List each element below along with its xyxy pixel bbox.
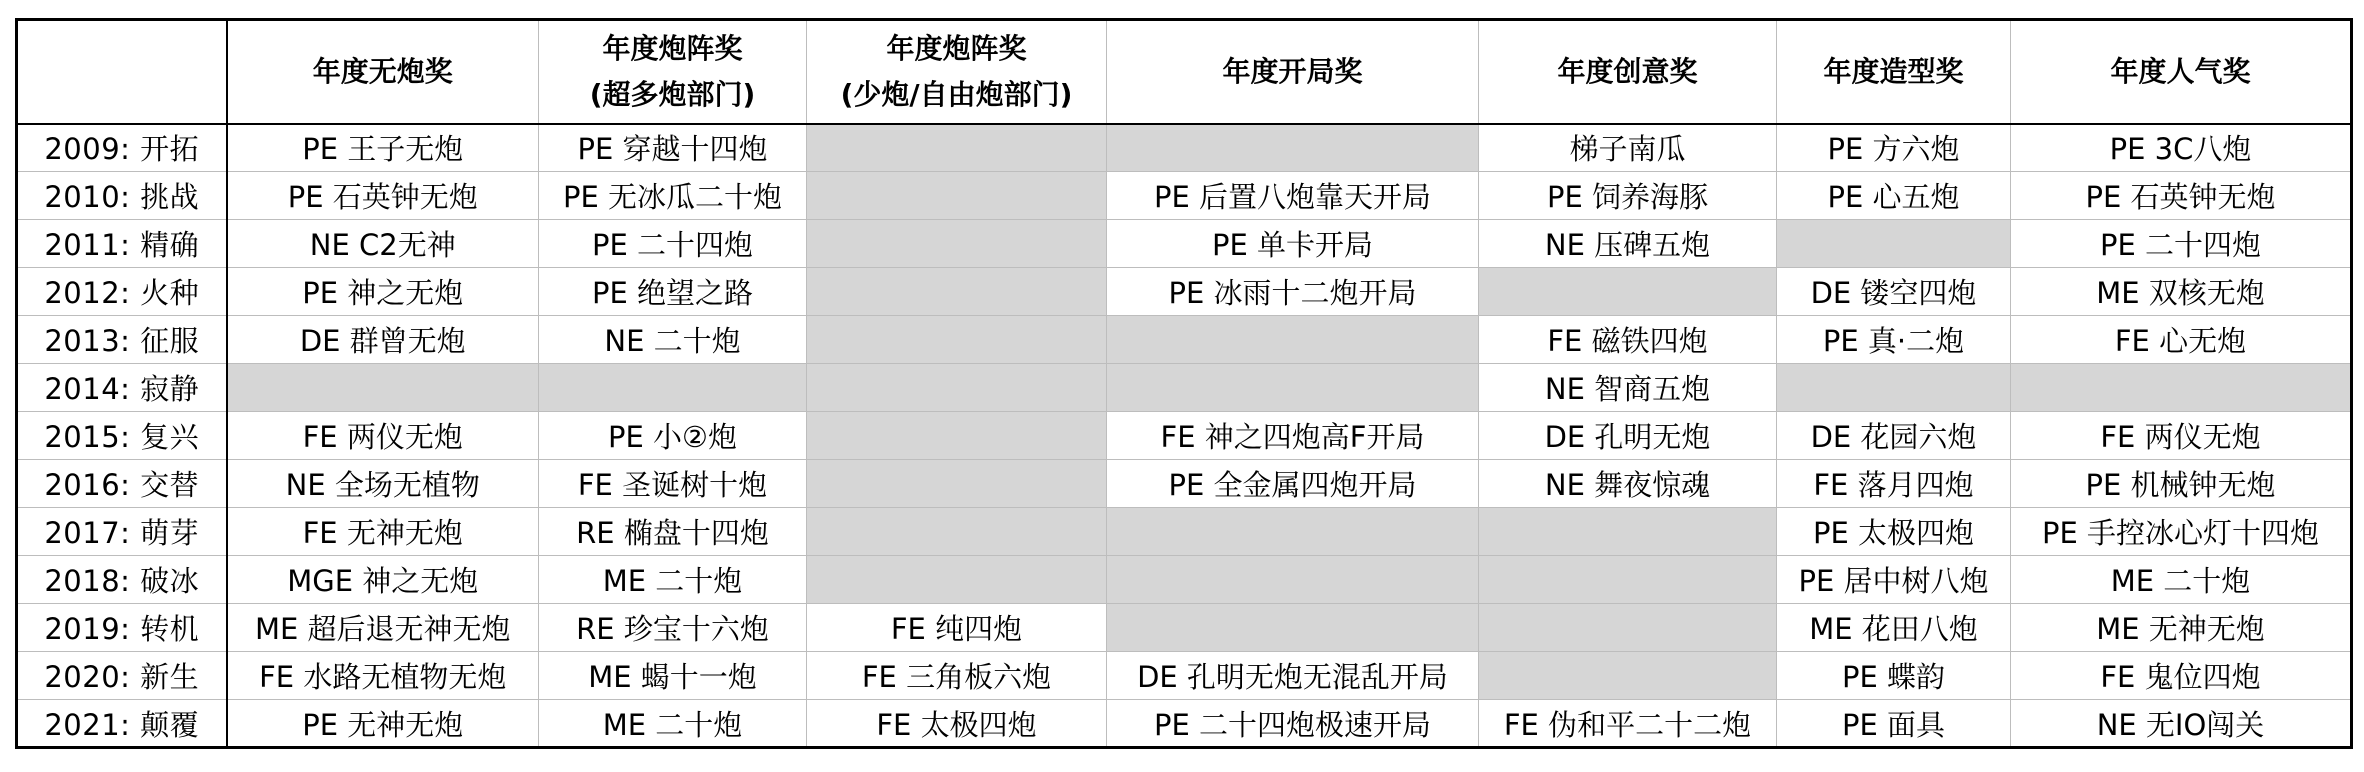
award-cell: ME 双核无炮 bbox=[2011, 268, 2352, 316]
award-cell: PE 蝶韵 bbox=[1777, 652, 2011, 700]
award-cell: PE 太极四炮 bbox=[1777, 508, 2011, 556]
award-cell: FE 伪和平二十二炮 bbox=[1479, 700, 1777, 748]
award-cell: PE 心五炮 bbox=[1777, 172, 2011, 220]
award-cell: NE 全场无植物 bbox=[227, 460, 539, 508]
table-row bbox=[17, 316, 2352, 364]
award-cell: PE 面具 bbox=[1777, 700, 2011, 748]
year-cell: 2014: 寂静 bbox=[17, 364, 227, 412]
award-cell: FE 水路无植物无炮 bbox=[227, 652, 539, 700]
table-row bbox=[17, 124, 2352, 172]
award-cell: PE 居中树八炮 bbox=[1777, 556, 2011, 604]
award-cell: FE 太极四炮 bbox=[807, 700, 1107, 748]
award-cell: FE 两仪无炮 bbox=[2011, 412, 2352, 460]
award-cell: PE 真·二炮 bbox=[1777, 316, 2011, 364]
empty-cell bbox=[807, 412, 1107, 460]
header-cell bbox=[2011, 20, 2352, 124]
header-cell bbox=[1479, 20, 1777, 124]
award-cell: PE 冰雨十二炮开局 bbox=[1107, 268, 1479, 316]
award-cell: ME 超后退无神无炮 bbox=[227, 604, 539, 652]
empty-cell bbox=[539, 364, 807, 412]
table-row bbox=[17, 604, 2352, 652]
award-cell: FE 无神无炮 bbox=[227, 508, 539, 556]
table-row bbox=[17, 556, 2352, 604]
empty-cell bbox=[807, 508, 1107, 556]
empty-cell bbox=[1777, 364, 2011, 412]
award-cell: ME 花田八炮 bbox=[1777, 604, 2011, 652]
empty-cell bbox=[1107, 508, 1479, 556]
year-cell: 2017: 萌芽 bbox=[17, 508, 227, 556]
header-line: 年度炮阵奖 bbox=[886, 31, 1027, 65]
header-line: (超多炮部门) bbox=[589, 77, 756, 111]
table-row bbox=[17, 172, 2352, 220]
award-cell: PE 石英钟无炮 bbox=[2011, 172, 2352, 220]
year-cell: 2011: 精确 bbox=[17, 220, 227, 268]
empty-cell bbox=[1777, 220, 2011, 268]
award-cell: FE 心无炮 bbox=[2011, 316, 2352, 364]
year-cell: 2015: 复兴 bbox=[17, 412, 227, 460]
award-cell: NE 压碑五炮 bbox=[1479, 220, 1777, 268]
award-cell: RE 椭盘十四炮 bbox=[539, 508, 807, 556]
corner-cell bbox=[17, 20, 227, 124]
empty-cell bbox=[2011, 364, 2352, 412]
award-cell: FE 圣诞树十炮 bbox=[539, 460, 807, 508]
award-cell: NE 舞夜惊魂 bbox=[1479, 460, 1777, 508]
empty-cell bbox=[807, 124, 1107, 172]
empty-cell bbox=[807, 268, 1107, 316]
award-cell: PE 石英钟无炮 bbox=[227, 172, 539, 220]
year-cell: 2013: 征服 bbox=[17, 316, 227, 364]
empty-cell bbox=[1479, 268, 1777, 316]
award-cell: DE 镂空四炮 bbox=[1777, 268, 2011, 316]
award-cell: PE 绝望之路 bbox=[539, 268, 807, 316]
header-row bbox=[17, 20, 2352, 124]
header-line: (少炮/自由炮部门) bbox=[840, 77, 1073, 111]
header-cell bbox=[227, 20, 539, 124]
header-line: 年度无炮奖 bbox=[312, 54, 453, 88]
award-cell: DE 孔明无炮 bbox=[1479, 412, 1777, 460]
year-cell: 2009: 开拓 bbox=[17, 124, 227, 172]
header-line: 年度造型奖 bbox=[1823, 54, 1964, 88]
award-cell: PE 方六炮 bbox=[1777, 124, 2011, 172]
header-line: 年度开局奖 bbox=[1222, 54, 1363, 88]
header-line: 年度人气奖 bbox=[2110, 54, 2251, 88]
year-cell: 2012: 火种 bbox=[17, 268, 227, 316]
award-cell: FE 两仪无炮 bbox=[227, 412, 539, 460]
award-cell: PE 3C八炮 bbox=[2011, 124, 2352, 172]
award-cell: PE 饲养海豚 bbox=[1479, 172, 1777, 220]
award-cell: DE 群曾无炮 bbox=[227, 316, 539, 364]
header-line: 年度创意奖 bbox=[1557, 54, 1698, 88]
award-cell: PE 二十四炮 bbox=[2011, 220, 2352, 268]
empty-cell bbox=[1107, 124, 1479, 172]
empty-cell bbox=[1107, 316, 1479, 364]
empty-cell bbox=[807, 460, 1107, 508]
award-cell: 梯子南瓜 bbox=[1479, 124, 1777, 172]
table-row bbox=[17, 508, 2352, 556]
empty-cell bbox=[1107, 556, 1479, 604]
award-cell: PE 无神无炮 bbox=[227, 700, 539, 748]
year-cell: 2016: 交替 bbox=[17, 460, 227, 508]
award-cell: PE 二十四炮 bbox=[539, 220, 807, 268]
year-cell: 2018: 破冰 bbox=[17, 556, 227, 604]
award-cell: DE 花园六炮 bbox=[1777, 412, 2011, 460]
award-cell: PE 二十四炮极速开局 bbox=[1107, 700, 1479, 748]
table-row bbox=[17, 220, 2352, 268]
award-cell: NE 智商五炮 bbox=[1479, 364, 1777, 412]
award-cell: FE 神之四炮高F开局 bbox=[1107, 412, 1479, 460]
table-row bbox=[17, 364, 2352, 412]
award-cell: PE 小②炮 bbox=[539, 412, 807, 460]
award-cell: ME 二十炮 bbox=[539, 700, 807, 748]
award-cell: PE 神之无炮 bbox=[227, 268, 539, 316]
empty-cell bbox=[227, 364, 539, 412]
table-row bbox=[17, 268, 2352, 316]
table-body bbox=[17, 124, 2352, 748]
year-cell: 2019: 转机 bbox=[17, 604, 227, 652]
award-cell: FE 鬼位四炮 bbox=[2011, 652, 2352, 700]
year-cell: 2010: 挑战 bbox=[17, 172, 227, 220]
award-cell: NE 无IO闯关 bbox=[2011, 700, 2352, 748]
empty-cell bbox=[807, 556, 1107, 604]
table-row bbox=[17, 460, 2352, 508]
header-line: 年度炮阵奖 bbox=[602, 31, 743, 65]
empty-cell bbox=[807, 364, 1107, 412]
award-cell: MGE 神之无炮 bbox=[227, 556, 539, 604]
empty-cell bbox=[1479, 604, 1777, 652]
award-cell: PE 穿越十四炮 bbox=[539, 124, 807, 172]
empty-cell bbox=[1479, 652, 1777, 700]
award-cell: PE 单卡开局 bbox=[1107, 220, 1479, 268]
table-row bbox=[17, 652, 2352, 700]
award-cell: PE 全金属四炮开局 bbox=[1107, 460, 1479, 508]
award-cell: FE 纯四炮 bbox=[807, 604, 1107, 652]
header-cell bbox=[1107, 20, 1479, 124]
empty-cell bbox=[807, 316, 1107, 364]
empty-cell bbox=[1479, 556, 1777, 604]
award-cell: RE 珍宝十六炮 bbox=[539, 604, 807, 652]
award-cell: FE 落月四炮 bbox=[1777, 460, 2011, 508]
year-cell: 2021: 颠覆 bbox=[17, 700, 227, 748]
award-cell: FE 三角板六炮 bbox=[807, 652, 1107, 700]
table-row bbox=[17, 412, 2352, 460]
award-cell: FE 磁铁四炮 bbox=[1479, 316, 1777, 364]
year-cell: 2020: 新生 bbox=[17, 652, 227, 700]
empty-cell bbox=[1479, 508, 1777, 556]
empty-cell bbox=[807, 220, 1107, 268]
award-cell: ME 蝎十一炮 bbox=[539, 652, 807, 700]
award-cell: ME 无神无炮 bbox=[2011, 604, 2352, 652]
award-cell: PE 手控冰心灯十四炮 bbox=[2011, 508, 2352, 556]
header-cell bbox=[807, 20, 1107, 124]
header-cell bbox=[1777, 20, 2011, 124]
award-cell: PE 无冰瓜二十炮 bbox=[539, 172, 807, 220]
awards-table bbox=[15, 18, 2353, 749]
award-cell: PE 后置八炮靠天开局 bbox=[1107, 172, 1479, 220]
header-cell bbox=[539, 20, 807, 124]
award-cell: PE 王子无炮 bbox=[227, 124, 539, 172]
table-row bbox=[17, 700, 2352, 748]
award-cell: DE 孔明无炮无混乱开局 bbox=[1107, 652, 1479, 700]
empty-cell bbox=[807, 172, 1107, 220]
award-cell: NE 二十炮 bbox=[539, 316, 807, 364]
award-cell: ME 二十炮 bbox=[2011, 556, 2352, 604]
award-cell: NE C2无神 bbox=[227, 220, 539, 268]
empty-cell bbox=[1107, 364, 1479, 412]
award-cell: PE 机械钟无炮 bbox=[2011, 460, 2352, 508]
empty-cell bbox=[1107, 604, 1479, 652]
award-cell: ME 二十炮 bbox=[539, 556, 807, 604]
